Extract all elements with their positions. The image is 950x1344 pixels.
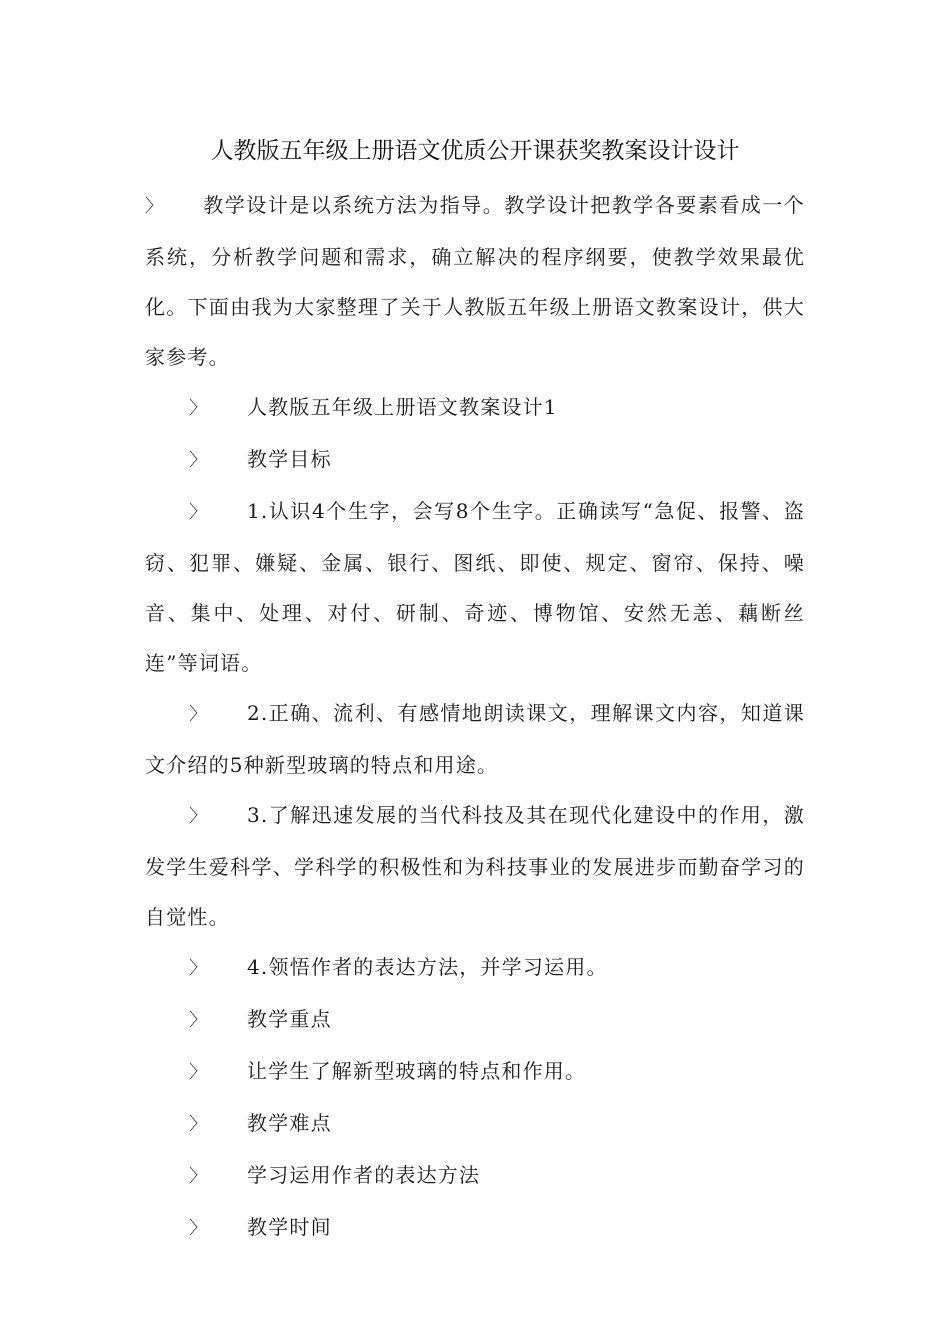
- bullet-icon: 〉: [189, 398, 209, 419]
- goal-item-4: [145, 942, 805, 994]
- bullet-icon: 〉: [189, 450, 209, 471]
- bullet-icon: 〉: [189, 502, 209, 523]
- paragraph-text: 让学生了解新型玻璃的特点和作用。: [247, 1059, 587, 1083]
- paragraph-text: 教学难点: [247, 1111, 332, 1135]
- goal-item-2: [145, 688, 805, 790]
- bullet-icon: 〉: [189, 958, 209, 979]
- bullet-icon: 〉: [189, 806, 209, 827]
- bullet-icon: 〉: [145, 196, 165, 217]
- section-heading-design-1: [145, 382, 805, 434]
- section-heading-time: [145, 1202, 805, 1254]
- intro-paragraph: [145, 180, 805, 382]
- bullet-icon: 〉: [189, 1114, 209, 1135]
- bullet-icon: 〉: [189, 704, 209, 725]
- bullet-icon: 〉: [189, 1062, 209, 1083]
- goal-item-1: [145, 486, 805, 688]
- section-heading-difficulties: [145, 1098, 805, 1150]
- document-body: [145, 180, 805, 1254]
- bullet-icon: 〉: [189, 1010, 209, 1031]
- key-point-text: [145, 1046, 805, 1098]
- paragraph-text: 2.正确、流利、有感情地朗读课文，理解课文内容，知道课文介绍的5种新型玻璃的特点和用途。: [145, 701, 805, 777]
- bullet-icon: 〉: [189, 1166, 209, 1187]
- difficulty-text: [145, 1150, 805, 1202]
- paragraph-text: 人教版五年级上册语文教案设计1: [247, 395, 558, 419]
- paragraph-text: 教学时间: [247, 1215, 332, 1239]
- paragraph-text: 4.领悟作者的表达方法，并学习运用。: [247, 955, 608, 979]
- paragraph-text: 教学目标: [247, 447, 332, 471]
- section-heading-goals: [145, 434, 805, 486]
- paragraph-text: 教学重点: [247, 1007, 332, 1031]
- paragraph-text: 学习运用作者的表达方法: [247, 1163, 481, 1187]
- goal-item-3: [145, 790, 805, 942]
- paragraph-text: 1.认识4个生字，会写8个生字。正确读写“急促、报警、盗窃、犯罪、嫌疑、金属、银行、图纸、即使、规定、窗帘、保持、噪音、集中、处理、对付、研制、奇迹、博物馆、安然无恙、藕断丝连”等词语。: [145, 499, 805, 675]
- section-heading-key-points: [145, 994, 805, 1046]
- document-title: 人教版五年级上册语文优质公开课获奖教案设计设计: [210, 138, 740, 164]
- bullet-icon: 〉: [189, 1218, 209, 1239]
- paragraph-text: 3.了解迅速发展的当代科技及其在现代化建设中的作用，激发学生爱科学、学科学的积极性和为科技事业的发展进步而勤奋学习的自觉性。: [145, 803, 805, 929]
- paragraph-text: 教学设计是以系统方法为指导。教学设计把教学各要素看成一个系统，分析教学问题和需求，确立解决的程序纲要，使教学效果最优化。下面由我为大家整理了关于人教版五年级上册语文教案设计，供大家参考。: [145, 193, 805, 369]
